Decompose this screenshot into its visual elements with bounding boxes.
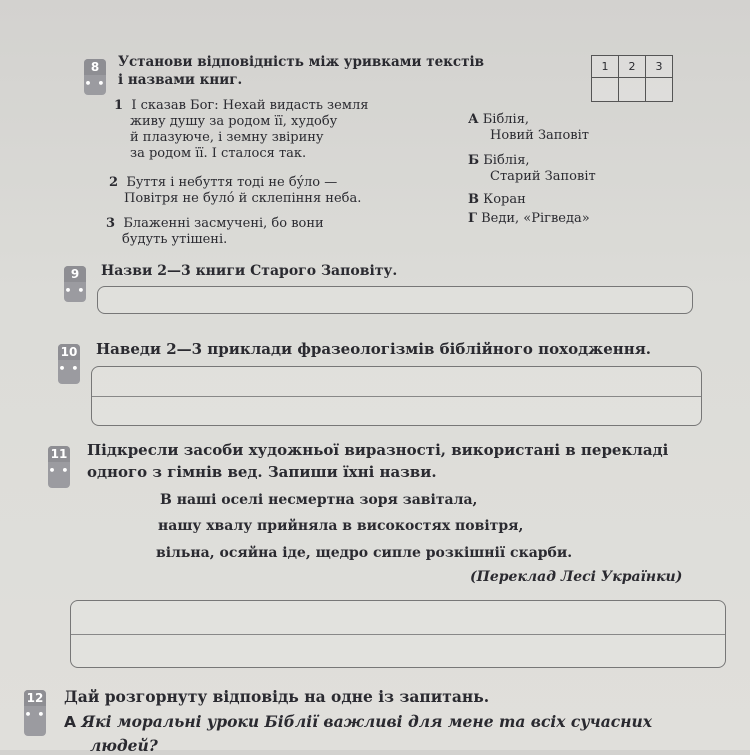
left-item-1-number: 1	[114, 98, 124, 113]
task-8-right-item-g	[468, 211, 590, 227]
left-item-1-line-1: І сказав Бог: Нехай видасть земля	[131, 98, 369, 113]
option-a-text: Які моральні уроки Біблії важливі для мене та всіх сучасних	[81, 712, 653, 731]
poem-line-2[interactable]: нашу хвалу прийняла в високостях повітря,	[158, 518, 524, 534]
task-11-question-line-1: Підкресли засоби художньої виразності, використані в перекладі	[87, 441, 669, 459]
left-item-1-line-4: за родом її. І сталося так.	[130, 146, 307, 161]
right-item-b-line-1: Біблія,	[483, 153, 530, 168]
task-11-answer-box[interactable]	[70, 600, 726, 668]
right-item-v-letter: В	[468, 192, 479, 207]
task-8-left-item-2	[109, 175, 337, 191]
right-item-g-letter: Г	[468, 211, 477, 226]
task-9-badge	[64, 266, 86, 302]
task-10-badge	[58, 344, 80, 384]
option-a-text-continued: людей?	[90, 736, 158, 755]
task-8-number: 8	[84, 59, 106, 75]
task-9-answer-box[interactable]	[97, 286, 693, 314]
left-item-2-line-2: Повітря не булó й склепіння неба.	[124, 191, 362, 206]
right-item-a-letter: А	[468, 112, 479, 127]
task-8-right-item-v	[468, 192, 526, 208]
left-item-2-number: 2	[109, 175, 119, 190]
option-a-letter: А	[64, 713, 76, 731]
task-11-difficulty-dots: • •	[48, 464, 70, 477]
answer-cell-2[interactable]	[618, 78, 645, 101]
task-8-answer-grid	[591, 55, 673, 102]
poem-credit: (Переклад Лесі Українки)	[470, 569, 683, 585]
task-8-question-line-2: і назвами книг.	[118, 72, 243, 88]
answer-cell-3[interactable]	[645, 78, 672, 101]
right-item-b-letter: Б	[468, 153, 480, 168]
task-11-badge	[48, 446, 70, 488]
left-item-1-line-3: й плазуюче, і земну звірину	[130, 130, 324, 145]
poem-line-1[interactable]: В наші оселі несмертна зоря завітала,	[160, 492, 478, 508]
task-9-difficulty-dots: • •	[64, 284, 86, 297]
task-11-question-line-2: одного з гімнів вед. Запиши їхні назви.	[87, 463, 437, 481]
task-12-option-a	[64, 713, 652, 731]
task-8-right-item-b	[468, 153, 530, 169]
task-8-question-line-1: Установи відповідність між уривками текстів	[118, 54, 485, 70]
right-item-b-line-2: Старий Заповіт	[490, 169, 596, 184]
task-8-left-item-1	[114, 98, 368, 114]
right-item-a-line-1: Біблія,	[482, 112, 530, 127]
task-8-difficulty-dots: • •	[84, 77, 106, 90]
task-10-answer-box[interactable]	[91, 366, 702, 426]
task-10-question: Наведи 2—3 приклади фразеологізмів біблійного походження.	[96, 340, 652, 358]
left-item-3-line-1: Блаженні засмучені, бо вони	[123, 216, 324, 231]
task-12-number: 12	[24, 690, 46, 706]
poem-line-3[interactable]: вільна, осяйна іде, щедро сипле розкішнії скарби.	[156, 545, 573, 561]
task-8-right-item-a	[468, 112, 529, 128]
right-item-v-line-1: Коран	[483, 192, 526, 207]
left-item-2-line-1: Буття і небуття тоді не бýло —	[126, 175, 338, 190]
task-12-difficulty-dots: • •	[24, 708, 46, 721]
task-12-badge	[24, 690, 46, 736]
answer-grid-header-3: 3	[645, 56, 672, 77]
left-item-3-number: 3	[106, 216, 116, 231]
task-8-badge	[84, 59, 106, 95]
task-12-question: Дай розгорнуту відповідь на одне із запитань.	[64, 687, 490, 706]
right-item-g-line-1: Веди, «Рігведа»	[481, 211, 590, 226]
answer-line	[71, 634, 725, 635]
task-10-difficulty-dots: • •	[58, 362, 80, 375]
task-10-number: 10	[58, 344, 80, 360]
task-11-number: 11	[48, 446, 70, 462]
answer-grid-header-2: 2	[618, 56, 645, 77]
answer-cell-1[interactable]	[592, 78, 618, 101]
right-item-a-line-2: Новий Заповіт	[490, 128, 589, 143]
task-9-number: 9	[64, 266, 86, 282]
answer-grid-header-1: 1	[601, 60, 609, 73]
left-item-3-line-2: будуть утішені.	[122, 232, 228, 247]
left-item-1-line-2: живу душу за родом її, худобу	[130, 114, 338, 129]
task-9-question: Назви 2—3 книги Старого Заповіту.	[101, 263, 398, 279]
answer-line	[92, 396, 701, 397]
task-8-left-item-3	[106, 216, 324, 232]
